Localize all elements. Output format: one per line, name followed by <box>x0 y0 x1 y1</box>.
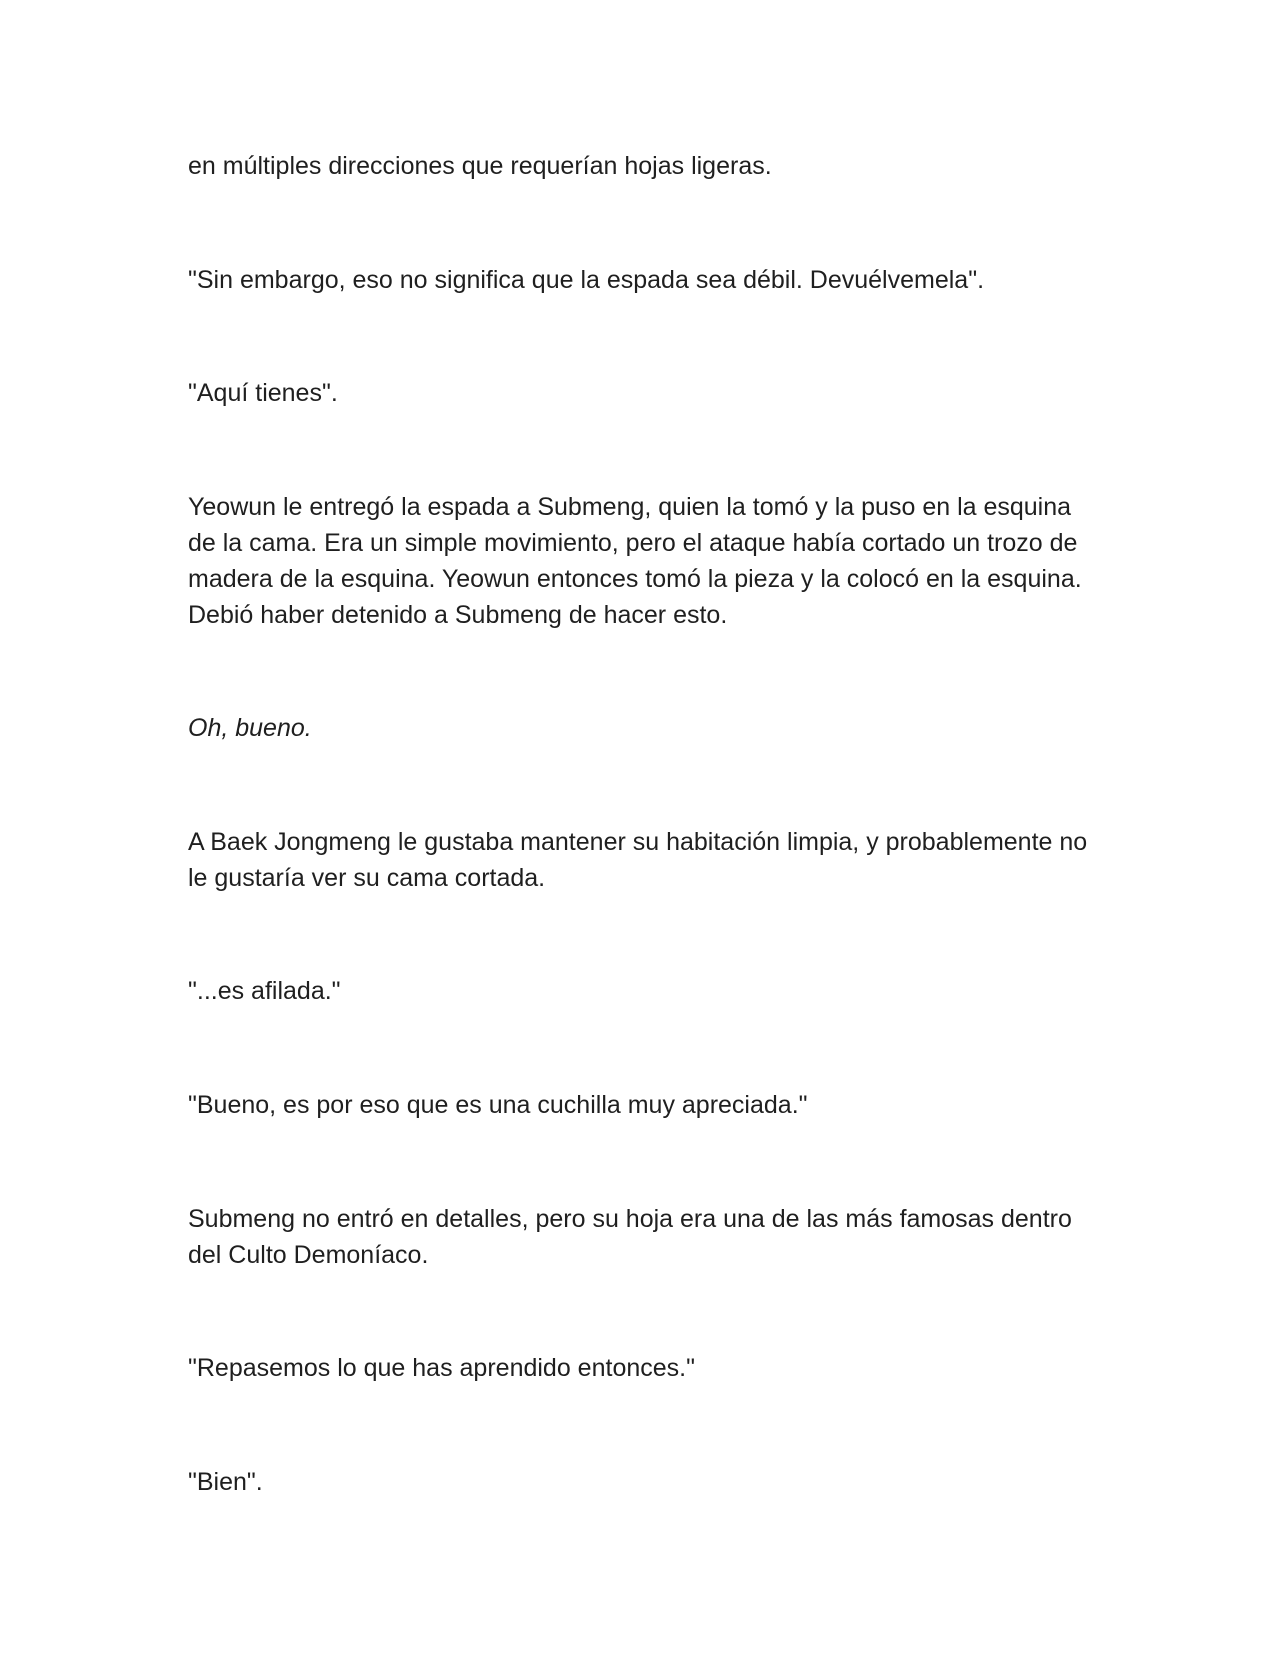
paragraph-10: "Repasemos lo que has aprendido entonces." <box>188 1354 695 1382</box>
paragraph-6: A Baek Jongmeng le gustaba mantener su habitación limpia, y probablemente no le gustaría ver su cama cortada. <box>188 828 1088 892</box>
paragraph-8: "Bueno, es por eso que es una cuchilla muy apreciada." <box>188 1091 808 1119</box>
paragraph-7: "...es afilada." <box>188 977 341 1005</box>
paragraph-5-italic: Oh, bueno. <box>188 714 312 742</box>
paragraph-4: Yeowun le entregó la espada a Submeng, quien la tomó y la puso en la esquina de la cama. Era un simple movimiento, pero el ataque había cortado un trozo de madera de la esquina. Yeowun entonces tomó la pieza y la colocó en la esquina. Debió haber detenido a Submeng de hacer esto. <box>188 493 1082 629</box>
paragraph-1: en múltiples direcciones que requerían hojas ligeras. <box>188 152 772 180</box>
paragraph-9: Submeng no entró en detalles, pero su hoja era una de las más famosas dentro del Culto Demoníaco. <box>188 1205 1072 1269</box>
paragraph-2: "Sin embargo, eso no significa que la espada sea débil. Devuélvemela". <box>188 266 985 294</box>
paragraph-11: "Bien". <box>188 1468 263 1496</box>
paragraph-3: "Aquí tienes". <box>188 379 338 407</box>
